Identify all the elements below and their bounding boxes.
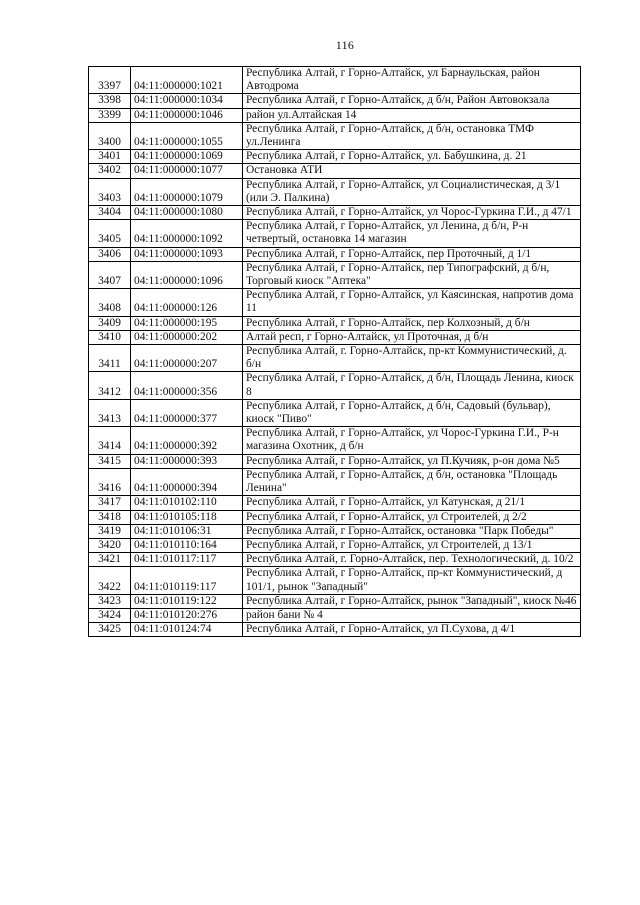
cadastral-code: 04:11:000000:1079	[131, 178, 243, 205]
address: Республика Алтай, г. Горно-Алтайск, пер. Технологический, д. 10/2	[243, 553, 581, 567]
address: Остановка АТИ	[243, 164, 581, 178]
row-number: 3421	[89, 553, 131, 567]
row-number: 3403	[89, 178, 131, 205]
table-row	[89, 289, 581, 316]
cadastral-code: 04:11:010110:164	[131, 538, 243, 552]
cadastral-code: 04:11:010119:122	[131, 594, 243, 608]
table-row	[89, 108, 581, 122]
cadastral-code: 04:11:000000:207	[131, 345, 243, 372]
table-row	[89, 399, 581, 426]
address: Республика Алтай, г Горно-Алтайск, ул Ленина, д б/н, Р-н четвертый, остановка 14 магазин	[243, 220, 581, 247]
registry-table	[88, 66, 581, 637]
address: Республика Алтай, г Горно-Алтайск, пер Типографский, д б/н, Торговый киоск "Аптека"	[243, 261, 581, 288]
table-row	[89, 345, 581, 372]
row-number: 3405	[89, 220, 131, 247]
table-row	[89, 122, 581, 149]
cadastral-code: 04:11:000000:1093	[131, 247, 243, 261]
address: Республика Алтай, г Горно-Алтайск, ул Катунская, д 21/1	[243, 496, 581, 510]
table-row	[89, 567, 581, 594]
registry-table-body	[89, 67, 581, 637]
table-row	[89, 150, 581, 164]
cadastral-code: 04:11:000000:1080	[131, 206, 243, 220]
table-row	[89, 524, 581, 538]
row-number: 3414	[89, 427, 131, 454]
row-number: 3416	[89, 468, 131, 495]
row-number: 3399	[89, 108, 131, 122]
cadastral-code: 04:11:000000:393	[131, 454, 243, 468]
cadastral-code: 04:11:010105:118	[131, 510, 243, 524]
table-row	[89, 178, 581, 205]
row-number: 3402	[89, 164, 131, 178]
table-row	[89, 510, 581, 524]
address: Республика Алтай, г Горно-Алтайск, остановка "Парк Победы"	[243, 524, 581, 538]
row-number: 3417	[89, 496, 131, 510]
address: Республика Алтай, г Горно-Алтайск, рынок "Западный", киоск №46	[243, 594, 581, 608]
address: Республика Алтай, г Горно-Алтайск, д б/н, Площадь Ленина, киоск 8	[243, 372, 581, 399]
address: Республика Алтай, г Горно-Алтайск, д б/н, остановка ТМФ ул.Ленинга	[243, 122, 581, 149]
table-row	[89, 330, 581, 344]
row-number: 3407	[89, 261, 131, 288]
address: Республика Алтай, г Горно-Алтайск, пер Колхозный, д б/н	[243, 316, 581, 330]
row-number: 3424	[89, 608, 131, 622]
row-number: 3412	[89, 372, 131, 399]
table-row	[89, 220, 581, 247]
row-number: 3425	[89, 623, 131, 637]
table-row	[89, 316, 581, 330]
cadastral-code: 04:11:000000:1034	[131, 94, 243, 108]
address: Республика Алтай, г Горно-Алтайск, ул Чорос-Гуркина Г.И., Р-н магазина Охотник, д б/н	[243, 427, 581, 454]
address: Республика Алтай, г Горно-Алтайск, ул Строителей, д 2/2	[243, 510, 581, 524]
row-number: 3418	[89, 510, 131, 524]
table-row	[89, 594, 581, 608]
cadastral-code: 04:11:000000:394	[131, 468, 243, 495]
table-row	[89, 206, 581, 220]
address: Республика Алтай, г Горно-Алтайск, д б/н, Садовый (бульвар), киоск "Пиво"	[243, 399, 581, 426]
cadastral-code: 04:11:000000:356	[131, 372, 243, 399]
address: Республика Алтай, г Горно-Алтайск, ул Социалистическая, д 3/1 (или Э. Палкина)	[243, 178, 581, 205]
cadastral-code: 04:11:000000:1046	[131, 108, 243, 122]
address: Республика Алтай, г Горно-Алтайск, ул. Бабушкина, д. 21	[243, 150, 581, 164]
row-number: 3401	[89, 150, 131, 164]
table-row	[89, 94, 581, 108]
address: район ул.Алтайская 14	[243, 108, 581, 122]
table-row	[89, 553, 581, 567]
table-row	[89, 372, 581, 399]
cadastral-code: 04:11:010124:74	[131, 623, 243, 637]
row-number: 3404	[89, 206, 131, 220]
cadastral-code: 04:11:010117:117	[131, 553, 243, 567]
table-row	[89, 261, 581, 288]
row-number: 3413	[89, 399, 131, 426]
address: Республика Алтай, г Горно-Алтайск, ул Каясинская, напротив дома 11	[243, 289, 581, 316]
cadastral-code: 04:11:010102:110	[131, 496, 243, 510]
table-row	[89, 608, 581, 622]
table-row	[89, 496, 581, 510]
address: район бани № 4	[243, 608, 581, 622]
cadastral-code: 04:11:000000:202	[131, 330, 243, 344]
address: Республика Алтай, г Горно-Алтайск, пр-кт Коммунистический, д 101/1, рынок "Западный"	[243, 567, 581, 594]
cadastral-code: 04:11:000000:1055	[131, 122, 243, 149]
address: Республика Алтай, г Горно-Алтайск, ул Строителей, д 13/1	[243, 538, 581, 552]
table-row	[89, 427, 581, 454]
table-row	[89, 67, 581, 94]
row-number: 3415	[89, 454, 131, 468]
table-row	[89, 468, 581, 495]
row-number: 3398	[89, 94, 131, 108]
address: Республика Алтай, г Горно-Алтайск, ул Барнаульская, район Автодрома	[243, 67, 581, 94]
cadastral-code: 04:11:010119:117	[131, 567, 243, 594]
address: Республика Алтай, г Горно-Алтайск, д б/н, Район Автовокзала	[243, 94, 581, 108]
address: Республика Алтай, г Горно-Алтайск, ул П.Сухова, д 4/1	[243, 623, 581, 637]
row-number: 3420	[89, 538, 131, 552]
cadastral-code: 04:11:010120:276	[131, 608, 243, 622]
address: Республика Алтай, г. Горно-Алтайск, пр-кт Коммунистический, д. б/н	[243, 345, 581, 372]
cadastral-code: 04:11:000000:126	[131, 289, 243, 316]
row-number: 3400	[89, 122, 131, 149]
address: Республика Алтай, г Горно-Алтайск, пер Проточный, д 1/1	[243, 247, 581, 261]
table-row	[89, 454, 581, 468]
row-number: 3397	[89, 67, 131, 94]
row-number: 3422	[89, 567, 131, 594]
row-number: 3411	[89, 345, 131, 372]
cadastral-code: 04:11:000000:377	[131, 399, 243, 426]
cadastral-code: 04:11:000000:392	[131, 427, 243, 454]
cadastral-code: 04:11:000000:1096	[131, 261, 243, 288]
row-number: 3423	[89, 594, 131, 608]
cadastral-code: 04:11:000000:1021	[131, 67, 243, 94]
row-number: 3419	[89, 524, 131, 538]
row-number: 3410	[89, 330, 131, 344]
address: Республика Алтай, г Горно-Алтайск, ул П.Кучияк, р-он дома №5	[243, 454, 581, 468]
cadastral-code: 04:11:000000:1092	[131, 220, 243, 247]
address: Республика Алтай, г Горно-Алтайск, ул Чорос-Гуркина Г.И., д 47/1	[243, 206, 581, 220]
row-number: 3406	[89, 247, 131, 261]
cadastral-code: 04:11:000000:195	[131, 316, 243, 330]
row-number: 3408	[89, 289, 131, 316]
address: Алтай респ, г Горно-Алтайск, ул Проточная, д б/н	[243, 330, 581, 344]
cadastral-code: 04:11:000000:1069	[131, 150, 243, 164]
page-number: 116	[335, 38, 355, 52]
table-row	[89, 164, 581, 178]
table-row	[89, 538, 581, 552]
table-row	[89, 623, 581, 637]
address: Республика Алтай, г Горно-Алтайск, д б/н, остановка "Площадь Ленина"	[243, 468, 581, 495]
table-row	[89, 247, 581, 261]
cadastral-code: 04:11:000000:1077	[131, 164, 243, 178]
cadastral-code: 04:11:010106:31	[131, 524, 243, 538]
row-number: 3409	[89, 316, 131, 330]
